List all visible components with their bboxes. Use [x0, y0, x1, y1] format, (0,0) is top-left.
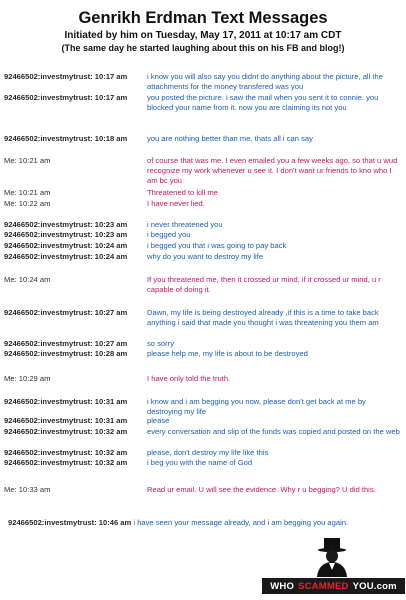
message-sender: Me: 10:22 am: [4, 199, 51, 208]
message-text: why do you want to destroy my life: [147, 252, 264, 261]
hat-man-icon: [310, 537, 354, 577]
message-sender: 92466502:investmytrust: 10:24 am: [4, 241, 128, 250]
message-sender: 92466502:investmytrust: 10:46 am: [8, 518, 132, 527]
message-text: i never threatened you: [147, 220, 223, 229]
message-sender: 92466502:investmytrust: 10:17 am: [4, 93, 128, 102]
message-text: Read ur email. U will see the evidence. Why r u begging? U did this.: [147, 485, 376, 494]
header: [0, 0, 406, 54]
message-sender: Me: 10:21 am: [4, 156, 51, 165]
message-sender: Me: 10:21 am: [4, 188, 51, 197]
message-text: please help me, my life is about to be destroyed: [147, 349, 308, 358]
message-text: of course that was me. I even emailed you a few weeks ago, so that u wud recognize my work whenever u see it. I don't want ur friends to kno who I am bc you: [147, 156, 398, 185]
message-text: Dawn, my life is being destroyed already ,if this is a time to take back anything i said that made you thought i was threatening you them am: [147, 308, 379, 327]
message-text: I have only told the truth.: [147, 374, 231, 383]
message-text: i beg you with the name of God: [147, 458, 253, 467]
message-sender: 92466502:investmytrust: 10:31 am: [4, 397, 128, 406]
message-sender: 92466502:investmytrust: 10:32 am: [4, 448, 128, 457]
message-sender: 92466502:investmytrust: 10:18 am: [4, 134, 128, 143]
message-sender: 92466502:investmytrust: 10:17 am: [4, 72, 128, 81]
message-text: i have seen your message already, and i am begging you again.: [133, 518, 349, 527]
message-text: please, don't destroy my life like this: [147, 448, 269, 457]
whoscammedyou-logo: [262, 537, 406, 600]
message-text: please: [147, 416, 170, 425]
logo-word-scammed: SCAMMED: [298, 580, 349, 592]
message-text: I have never lied.: [147, 199, 205, 208]
message-sender: 92466502:investmytrust: 10:28 am: [4, 349, 128, 358]
message-text: Threatened to kill me: [147, 188, 218, 197]
message-sender: 92466502:investmytrust: 10:31 am: [4, 416, 128, 425]
page-subtitle: Initiated by him on Tuesday, May 17, 2011 at 10:17 am CDT: [64, 30, 342, 41]
message-sender: 92466502:investmytrust: 10:32 am: [4, 458, 128, 467]
message-sender: Me: 10:33 am: [4, 485, 51, 494]
message-text: i begged you: [147, 230, 191, 239]
message-sender: 92466502:investmytrust: 10:23 am: [4, 230, 128, 239]
footer-message: [8, 518, 406, 528]
message-sender: 92466502:investmytrust: 10:32 am: [4, 427, 128, 436]
message-text: you are nothing better than me. thats all i can say: [147, 134, 313, 143]
page-title: Genrikh Erdman Text Messages: [78, 9, 328, 27]
message-sender: Me: 10:24 am: [4, 275, 51, 284]
message-sender: Me: 10:29 am: [4, 374, 51, 383]
logo-band: [262, 578, 405, 594]
message-text: i know and i am begging you now, please don't get back at me by destroying my life: [147, 397, 366, 416]
message-text: so sorry: [147, 339, 175, 348]
message-text: i begged you that i was going to pay back: [147, 241, 287, 250]
message-sender: 92466502:investmytrust: 10:24 am: [4, 252, 128, 261]
logo-word-who: WHO: [270, 580, 295, 592]
message-text: you posted the picture. i saw the mail when you sent it to connie. you blocked your name from it. now you are claiming its not you: [147, 93, 379, 112]
message-text: every conversation and slip of the funds was copied and posted on the web: [147, 427, 400, 436]
message-text: If you threatened me, then it crossed ur mind, if it crossed ur mind, u r capable of doing it.: [147, 275, 381, 294]
message-sender: 92466502:investmytrust: 10:23 am: [4, 220, 128, 229]
page-note: (The same day he started laughing about this on his FB and blog!): [61, 43, 345, 53]
logo-word-youcom: YOU.com: [352, 580, 397, 592]
message-text: i know you will also say you didnt do anything about the picture, all the attachments for the money transfered was you: [147, 72, 383, 91]
message-sender: 92466502:investmytrust: 10:27 am: [4, 308, 128, 317]
message-sender: 92466502:investmytrust: 10:27 am: [4, 339, 128, 348]
